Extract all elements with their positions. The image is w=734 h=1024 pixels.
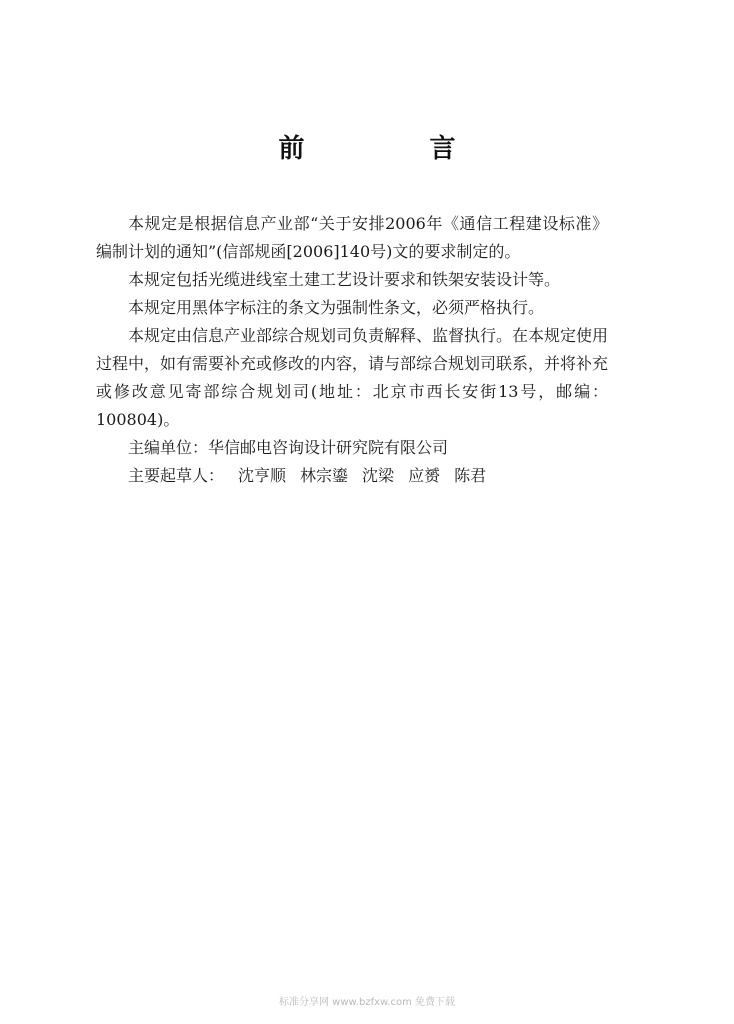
drafters-label: 主要起草人：: [128, 466, 225, 485]
footer-watermark: 标准分享网 www.bzfxw.com 免费下载: [279, 997, 455, 1008]
drafter-name: 应赟: [408, 466, 441, 485]
drafter-name: 林宗鎏: [300, 466, 349, 485]
drafter-name: 沈亨顺: [238, 466, 287, 485]
editor-unit-line: 主编单位：华信邮电咨询设计研究院有限公司: [128, 438, 449, 457]
drafters-line: [96, 462, 608, 490]
paragraph-scope: 本规定包括光缆进线室土建工艺设计要求和铁架安装设计等。: [128, 270, 561, 289]
paragraph-interpretation: 本规定由信息产业部综合规划司负责解释、监督执行。在本规定使用过程中，如有需要补充或修改的内容，请与部综合规划司联系，并将补充或修改意见寄部综合规划司(地址：北京市西长安街13号，邮编：100804)。: [96, 326, 609, 429]
paragraph-basis: 本规定是根据信息产业部“关于安排2006年《通信工程建设标准》编制计划的通知”(信部规函[2006]140号)文的要求制定的。: [96, 214, 608, 261]
paragraph-mandatory: 本规定用黑体字标注的条文为强制性条文，必须严格执行。: [128, 298, 545, 317]
preface-body: [96, 210, 608, 490]
page-title: 前 言: [278, 134, 514, 164]
drafter-name: 陈君: [454, 466, 487, 485]
drafter-name: 沈梁: [362, 466, 395, 485]
